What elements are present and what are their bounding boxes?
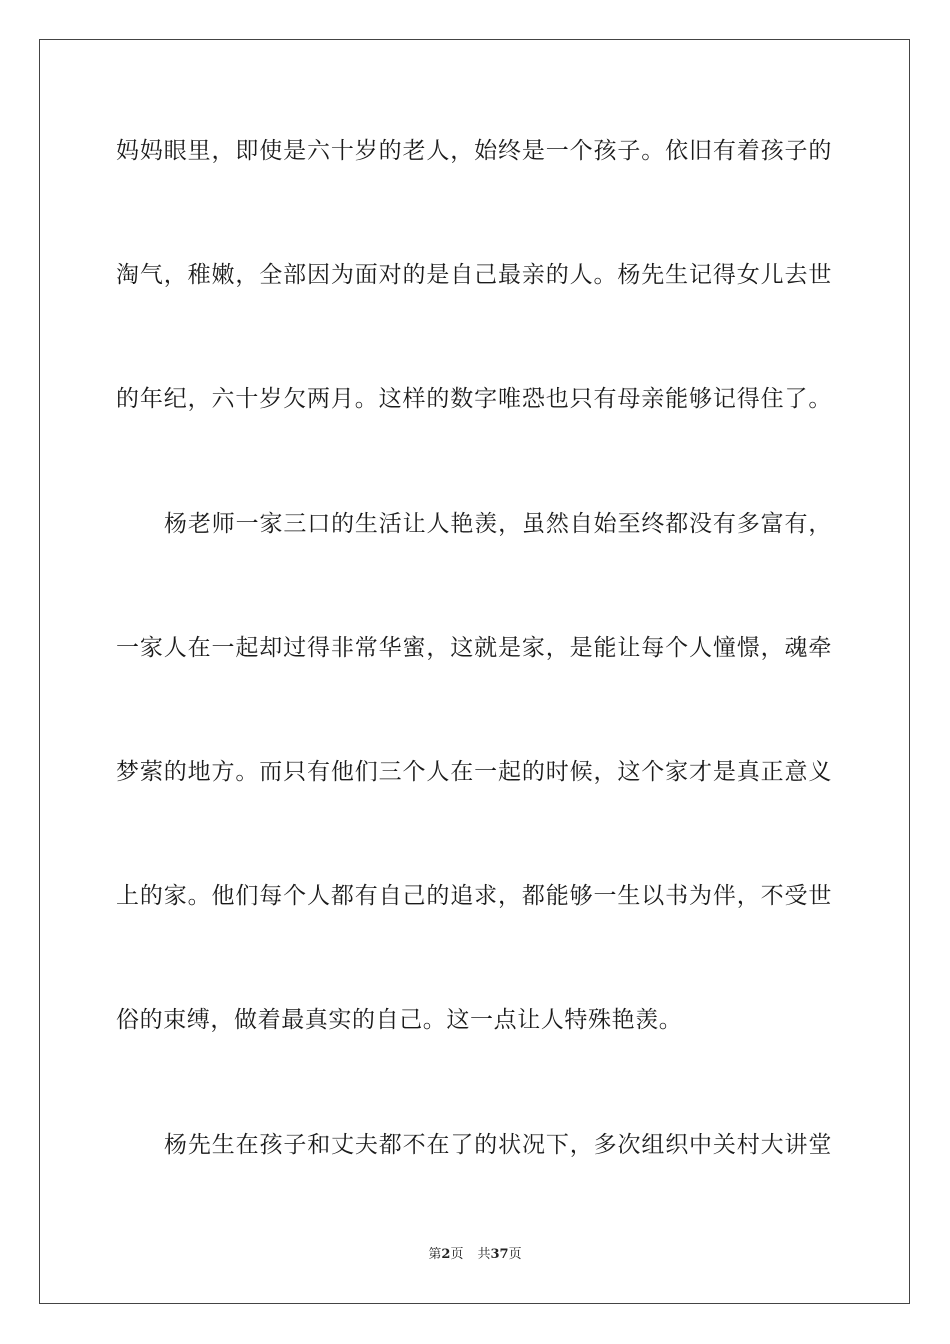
text-line: 妈妈眼里，即使是六十岁的老人，始终是一个孩子。依旧有着孩子的 <box>116 138 832 164</box>
page-border <box>39 39 910 1304</box>
paragraph-first-line: 杨老师一家三口的生活让人艳羡，虽然自始至终都没有多富有， <box>164 511 832 537</box>
page-suffix: 页 <box>450 1247 464 1262</box>
text-line: 的年纪，六十岁欠两月。这样的数字唯恐也只有母亲能够记得住了。 <box>116 386 832 412</box>
text-line: 一家人在一起却过得非常华蜜，这就是家，是能让每个人憧憬，魂牵 <box>116 635 832 661</box>
paragraph-first-line: 杨先生在孩子和丈夫都不在了的状况下，多次组织中关村大讲堂 <box>164 1132 832 1158</box>
text-line: 梦萦的地方。而只有他们三个人在一起的时候，这个家才是真正意义 <box>116 759 832 785</box>
page-footer <box>0 1247 950 1263</box>
total-suffix: 页 <box>508 1247 522 1262</box>
text-line: 淘气，稚嫩，全部因为面对的是自己最亲的人。杨先生记得女儿去世 <box>116 262 832 288</box>
text-line: 上的家。他们每个人都有自己的追求，都能够一生以书为伴，不受世 <box>116 883 832 909</box>
total-pages: 37 <box>490 1247 509 1262</box>
page-number: 2 <box>441 1247 451 1262</box>
total-prefix: 共 <box>477 1247 491 1262</box>
page-prefix: 第 <box>428 1247 442 1262</box>
paragraph-last-line: 俗的束缚，做着最真实的自己。这一点让人特殊艳羡。 <box>116 1007 683 1033</box>
